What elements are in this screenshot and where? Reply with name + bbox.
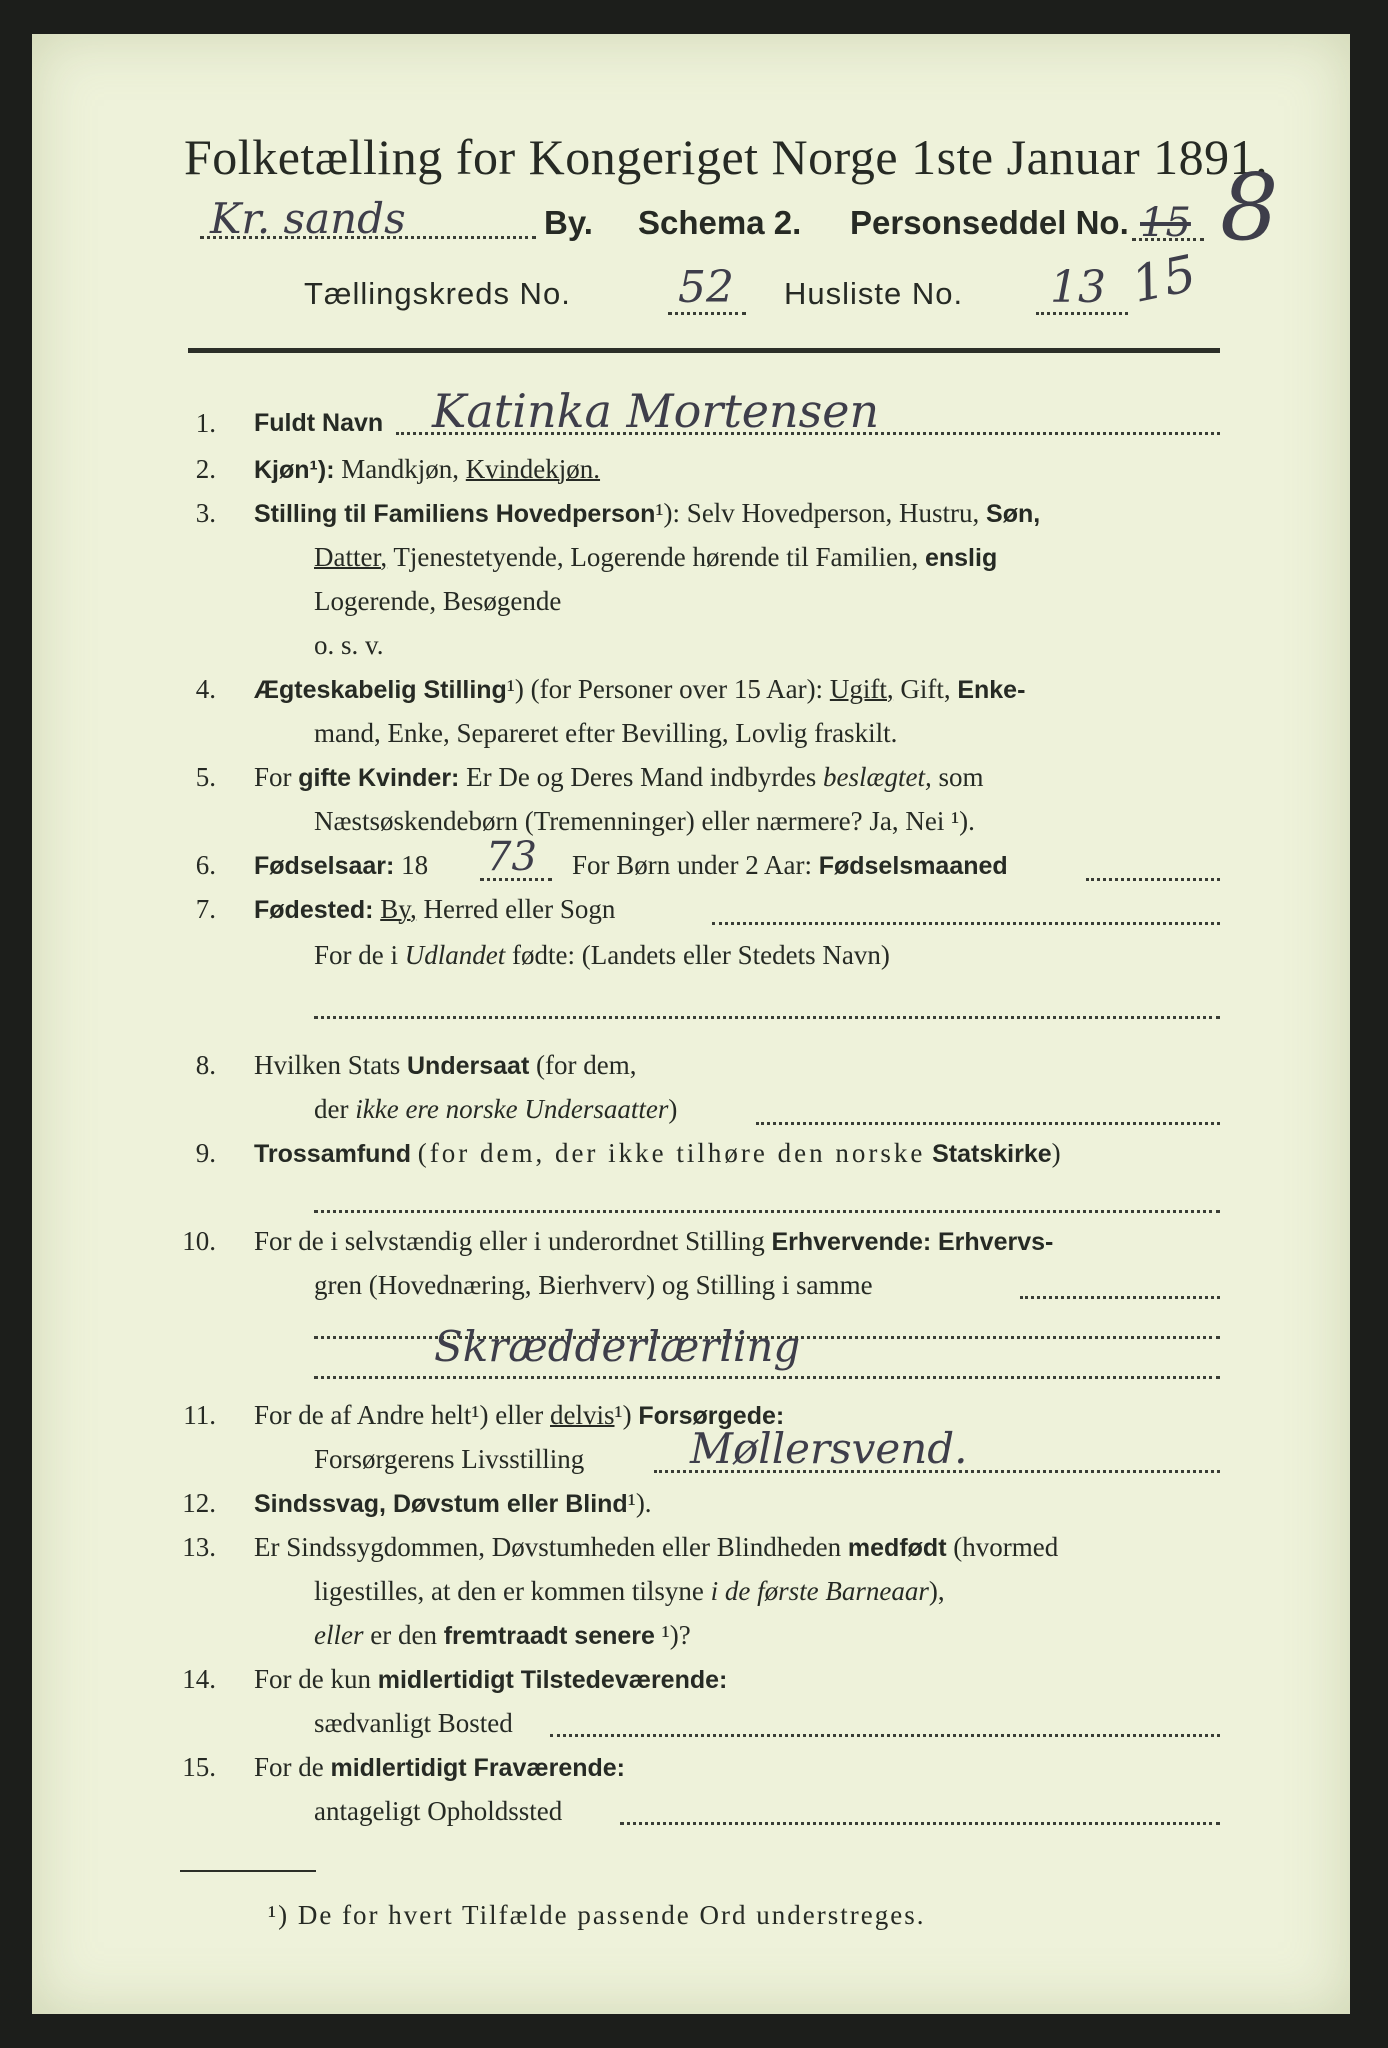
full-name-label: Fuldt Navn [254,409,384,437]
marital-status-label: Ægteskabelig Stilling [254,676,507,704]
temporary-absent-label: midlertidigt Fraværende: [330,1754,625,1782]
citizenship-line-2-prefix: der [314,1094,349,1124]
citizenship-dotted-line [756,1122,1220,1125]
congenital-label: medfødt [847,1534,947,1562]
congenital-line-1 [254,1532,1058,1563]
kreds-label: Tællingskreds No. [304,276,571,311]
marital-status-note: ¹) (for Personer over 15 Aar): [506,674,824,704]
personseddel-struck-mark: 15 [1126,244,1201,314]
occupation-label-2: Erhvervs- [938,1228,1054,1256]
abroad-dotted-line [314,1016,1220,1019]
header-rule [188,348,1220,353]
item-number: 6. [195,850,216,880]
occupation-prefix: For de i selvstændig eller i underordnet Stilling [254,1226,765,1256]
supporter-occupation-value: Møllersvend. [690,1424,968,1473]
congenital-paren: (hvormed [953,1532,1059,1562]
occupation-line-2: gren (Hovednæring, Bierhverv) og Stilling i samme [314,1270,873,1300]
congenital-line-2-italic: i de første Barneaar [710,1576,929,1606]
birthplace-dotted-line [712,922,1220,925]
family-position-son: Søn, [986,500,1041,528]
sex-line [254,454,600,485]
birthplace-line-2 [314,940,890,971]
marital-status-married: Gift, [900,674,951,704]
religion-note: (for dem, der ikke tilhøre den norske [417,1138,926,1168]
item-number: 1. [195,408,216,438]
occupation-value: Skrædderlærling [434,1322,801,1371]
sex-option-male: Mandkjøn, [341,454,460,484]
footnote-ref: ¹): [655,498,681,528]
temporary-present-prefix: For de kun [254,1664,371,1694]
supported-partly: delvis [550,1400,615,1430]
item-number: 15. [182,1752,216,1782]
occupation-dotted-line-1 [1020,1296,1220,1299]
item-number: 3. [195,498,216,528]
footnote-ref: ¹) [614,1400,632,1430]
personseddel-dotted-line [1132,238,1204,241]
city-dotted-line [200,236,536,239]
kreds-dotted-line [668,312,746,315]
abroad-prefix: For de i [314,940,398,970]
item-number: 10. [182,1226,216,1256]
citizenship-line-2-italic: ikke ere norske Undersaatter [355,1094,669,1124]
birth-year-label: Fødselsaar: [254,852,395,880]
item-number: 11. [183,1400,216,1430]
kreds-number: 52 [678,262,734,313]
congenital-line-3-text: er den [370,1620,437,1650]
item-number: 14. [182,1664,216,1694]
married-women-suffix: som [938,762,984,792]
citizenship-label: Undersaat [407,1052,530,1080]
congenital-line-3 [314,1620,691,1651]
item-number: 8. [195,1050,216,1080]
married-women-line-1 [254,762,984,793]
birthplace-options: Herred eller Sogn [423,894,616,924]
family-position-line-3: Logerende, Besøgende [314,586,562,616]
footnote-ref: ¹)? [661,1620,691,1650]
item-number: 9. [195,1138,216,1168]
congenital-line-2-text: ligestilles, at den er kommen tilsyne [314,1576,704,1606]
supported-prefix: For de af Andre helt¹) eller [254,1400,544,1430]
birthplace-line-1 [254,894,615,925]
full-name-value: Katinka Mortensen [432,384,880,438]
birth-year-dotted-line [480,878,552,881]
abroad-label: Udlandet [404,940,506,970]
married-women-prefix: For [254,762,292,792]
full-name-dotted-line [396,432,1220,435]
item-number: 2. [195,454,216,484]
citizenship-line-2 [314,1094,677,1125]
citizenship-note: (for dem, [536,1050,637,1080]
city-handwritten: Kr. sands [210,194,406,243]
congenital-line-2-paren: ), [928,1576,945,1606]
family-position-single: enslig [924,544,998,572]
personseddel-struck-number: 15 [1140,200,1191,246]
family-position-line-1 [254,498,1040,529]
marital-status-line-2: mand, Enke, Separeret efter Bevilling, Lovlig fraskilt. [314,718,898,748]
usual-residence-dotted-line [550,1734,1220,1737]
birth-year-prefix: 18 [401,850,429,880]
usual-residence-label: sædvanligt Bosted [314,1708,513,1738]
item-number: 12. [182,1488,216,1518]
occupation-label: Erhvervende: [771,1228,932,1256]
religion-paren: ) [1051,1138,1061,1168]
family-position-daughter: Datter, [314,542,388,572]
birth-year-line [254,850,428,881]
footnote-ref: ¹). [627,1488,652,1518]
temporary-present-label: midlertidigt Tilstedeværende: [377,1666,728,1694]
temporary-present-line [254,1664,727,1695]
married-women-line-2: Næstsøskendebørn (Tremenninger) eller nærmere? Ja, Nei ¹). [314,806,975,836]
schema-label: Schema 2. [638,204,802,241]
personseddel-number: 8 [1220,154,1279,261]
religion-line [254,1138,1061,1169]
occupation-dotted-line-3 [314,1376,1220,1379]
marital-status-unmarried: Ugift, [829,674,894,704]
congenital-line-3-later: fremtraadt senere [443,1622,655,1650]
religion-label: Trossamfund [254,1140,411,1168]
congenital-line-2 [314,1576,945,1607]
disability-label: Sindssvag, Døvstum eller Blind [254,1490,628,1518]
birth-month-dotted-line [1086,878,1220,881]
congenital-line-3-or: eller [314,1620,364,1650]
citizenship-prefix: Hvilken Stats [254,1050,401,1080]
husliste-label: Husliste No. [784,276,964,311]
probable-whereabouts-label: antageligt Opholdssted [314,1796,563,1826]
birthplace-label: Fødested: [254,896,374,924]
married-women-question: Er De og Deres Mand indbyrdes [466,762,817,792]
family-position-line-2 [314,542,997,573]
form-title: Folketælling for Kongeriget Norge 1ste Januar 1891. [184,129,1269,185]
temporary-absent-line [254,1752,625,1783]
by-label: By. [544,204,593,241]
marital-status-line-1 [254,674,1025,705]
birth-month-label: Fødselsmaaned [818,852,1008,880]
census-form-sheet [32,34,1350,2014]
husliste-number: 13 [1050,262,1106,313]
footnote-rule [180,1870,316,1872]
family-position-options: Selv Hovedperson, Hustru, [686,498,980,528]
probable-whereabouts-dotted-line [620,1822,1220,1825]
item-number: 4. [195,674,216,704]
husliste-dotted-line [1036,312,1128,315]
supporter-occupation-label: Forsørgerens Livsstilling [314,1444,585,1474]
religion-state-church: Statskirke [932,1140,1052,1168]
birthplace-city: By, [380,894,417,924]
religion-dotted-line [314,1210,1220,1213]
temporary-absent-prefix: For de [254,1752,324,1782]
marital-status-widow: Enke- [957,676,1026,704]
abroad-note: fødte: (Landets eller Stedets Navn) [512,940,890,970]
footnote: ¹) De for hvert Tilfælde passende Ord understreges. [268,1900,926,1930]
family-position-options-2: Tjenestetyende, Logerende hørende til Familien, [393,542,919,572]
disability-line [254,1488,652,1519]
married-women-related: beslægtet, [823,762,932,792]
birth-year-value: 73 [486,834,537,880]
item-number: 13. [182,1532,216,1562]
item-number: 7. [195,894,216,924]
family-position-line-4: o. s. v. [314,630,384,660]
citizenship-line-1 [254,1050,636,1081]
birth-month-line [572,850,1008,881]
supporter-occupation-dotted-line [654,1470,1220,1473]
congenital-question: Er Sindssygdommen, Døvstumheden eller Blindheden [254,1532,842,1562]
birth-month-note: For Børn under 2 Aar: [572,850,812,880]
citizenship-line-2-paren: ) [668,1094,678,1124]
personseddel-label: Personseddel No. [850,204,1129,241]
sex-label: Kjøn¹): [254,456,335,484]
married-women-label: gifte Kvinder: [298,764,460,792]
supported-label: Forsørgede: [638,1402,785,1430]
sex-option-female: Kvindekjøn. [465,454,601,484]
item-number: 5. [195,762,216,792]
family-position-label: Stilling til Familiens Hovedperson [254,500,656,528]
occupation-line-1 [254,1226,1053,1257]
